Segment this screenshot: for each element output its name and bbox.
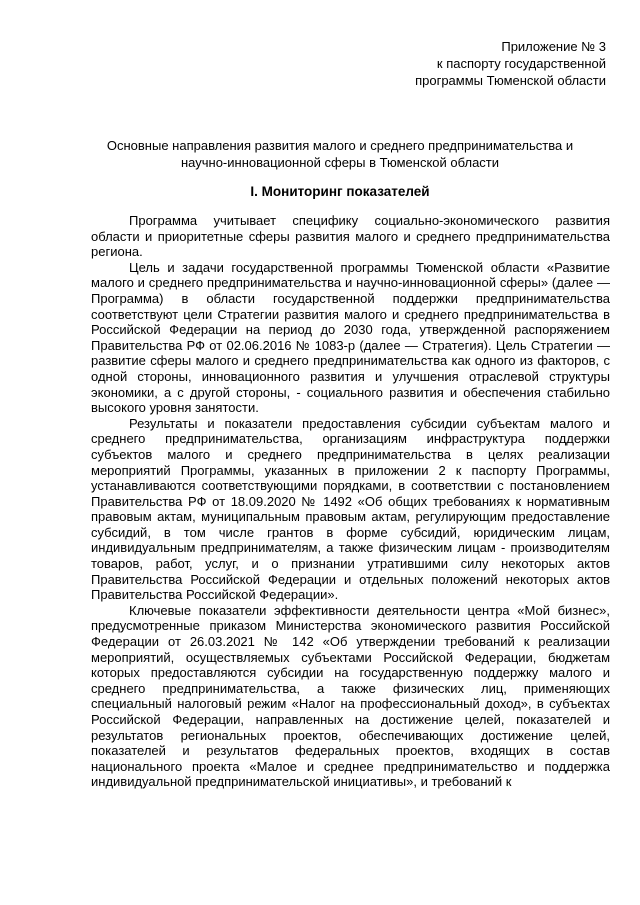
paragraph: Программа учитывает специфику социально-экономического развития области и приоритетные сферы развития малого и среднего предпринимательства региона. — [91, 213, 610, 260]
document-body — [91, 213, 610, 790]
appendix-line-3: программы Тюменской области — [415, 73, 606, 88]
document-title-line-2: научно-инновационной сферы в Тюменской области — [180, 155, 500, 170]
document-title — [60, 137, 620, 171]
paragraph: Ключевые показатели эффективности деятельности центра «Мой бизнес», предусмотренные приказом Министерства экономического развития Российской Федерации от 26.03.2021 № 142 «Об утверждении требований к реализации мероприятий, осуществляемых субъектами Российской Федерации, бюджетам которых предоставляются субсидии на государственную поддержку малого и среднего предпринимательства, а также физических лиц, применяющих специальный налоговый режим «Налог на профессиональный доход», в субъектах Российской Федерации, направленных на достижение целей, показателей и результатов региональных проектов, обеспечивающих достижение целей, показателей и результатов федеральных проектов, входящих в состав национального проекта «Малое и среднее предпринимательство и поддержка индивидуальной предпринимательской инициативы», и требований к — [91, 602, 610, 790]
appendix-line-2: к паспорту государственной — [436, 56, 606, 71]
section-heading: I. Мониторинг показателей — [250, 184, 430, 199]
document-title-line-1: Основные направления развития малого и среднего предпринимательства и — [106, 138, 574, 153]
appendix-note — [415, 38, 606, 89]
paragraph: Результаты и показатели предоставления субсидии субъектам малого и среднего предпринимательства, организациям инфраструктура поддержки субъектов малого и среднего предпринимательства в целях реализации мероприятий Программы, указанных в приложении 2 к паспорту Программы, устанавливаются соответствующими порядками, в соответствии с постановлением Правительства РФ от 18.09.2020 № 1492 «Об общих требованиях к нормативным правовым актам, муниципальным правовым актам, регулирующим предоставление субсидий, в том числе грантов в форме субсидий, юридическим лицам, индивидуальным предпринимателям, а также физическим лицам - производителям товаров, работ, услуг, и о признании утратившими силу некоторых актов Правительства Российской Федерации и отдельных положений некоторых актов Правительства Российской Федерации». — [91, 415, 610, 603]
appendix-line-1: Приложение № 3 — [501, 39, 606, 54]
paragraph: Цель и задачи государственной программы Тюменской области «Развитие малого и среднего предпринимательства и научно-инновационной сферы» (далее — Программа) в области государственной поддержки предпринимательства соответствуют цели Стратегии развития малого и среднего предпринимательства в Российской Федерации на период до 2030 года, утвержденной распоряжением Правительства РФ от 02.06.2016 № 1083-р (далее — Стратегия). Цель Стратегии — развитие сферы малого и среднего предпринимательства как одного из факторов, с одной стороны, инновационного развития и улучшения отраслевой структуры экономики, а с другой стороны, - социального развития и обеспечения стабильно высокого уровня занятости. — [91, 259, 610, 416]
